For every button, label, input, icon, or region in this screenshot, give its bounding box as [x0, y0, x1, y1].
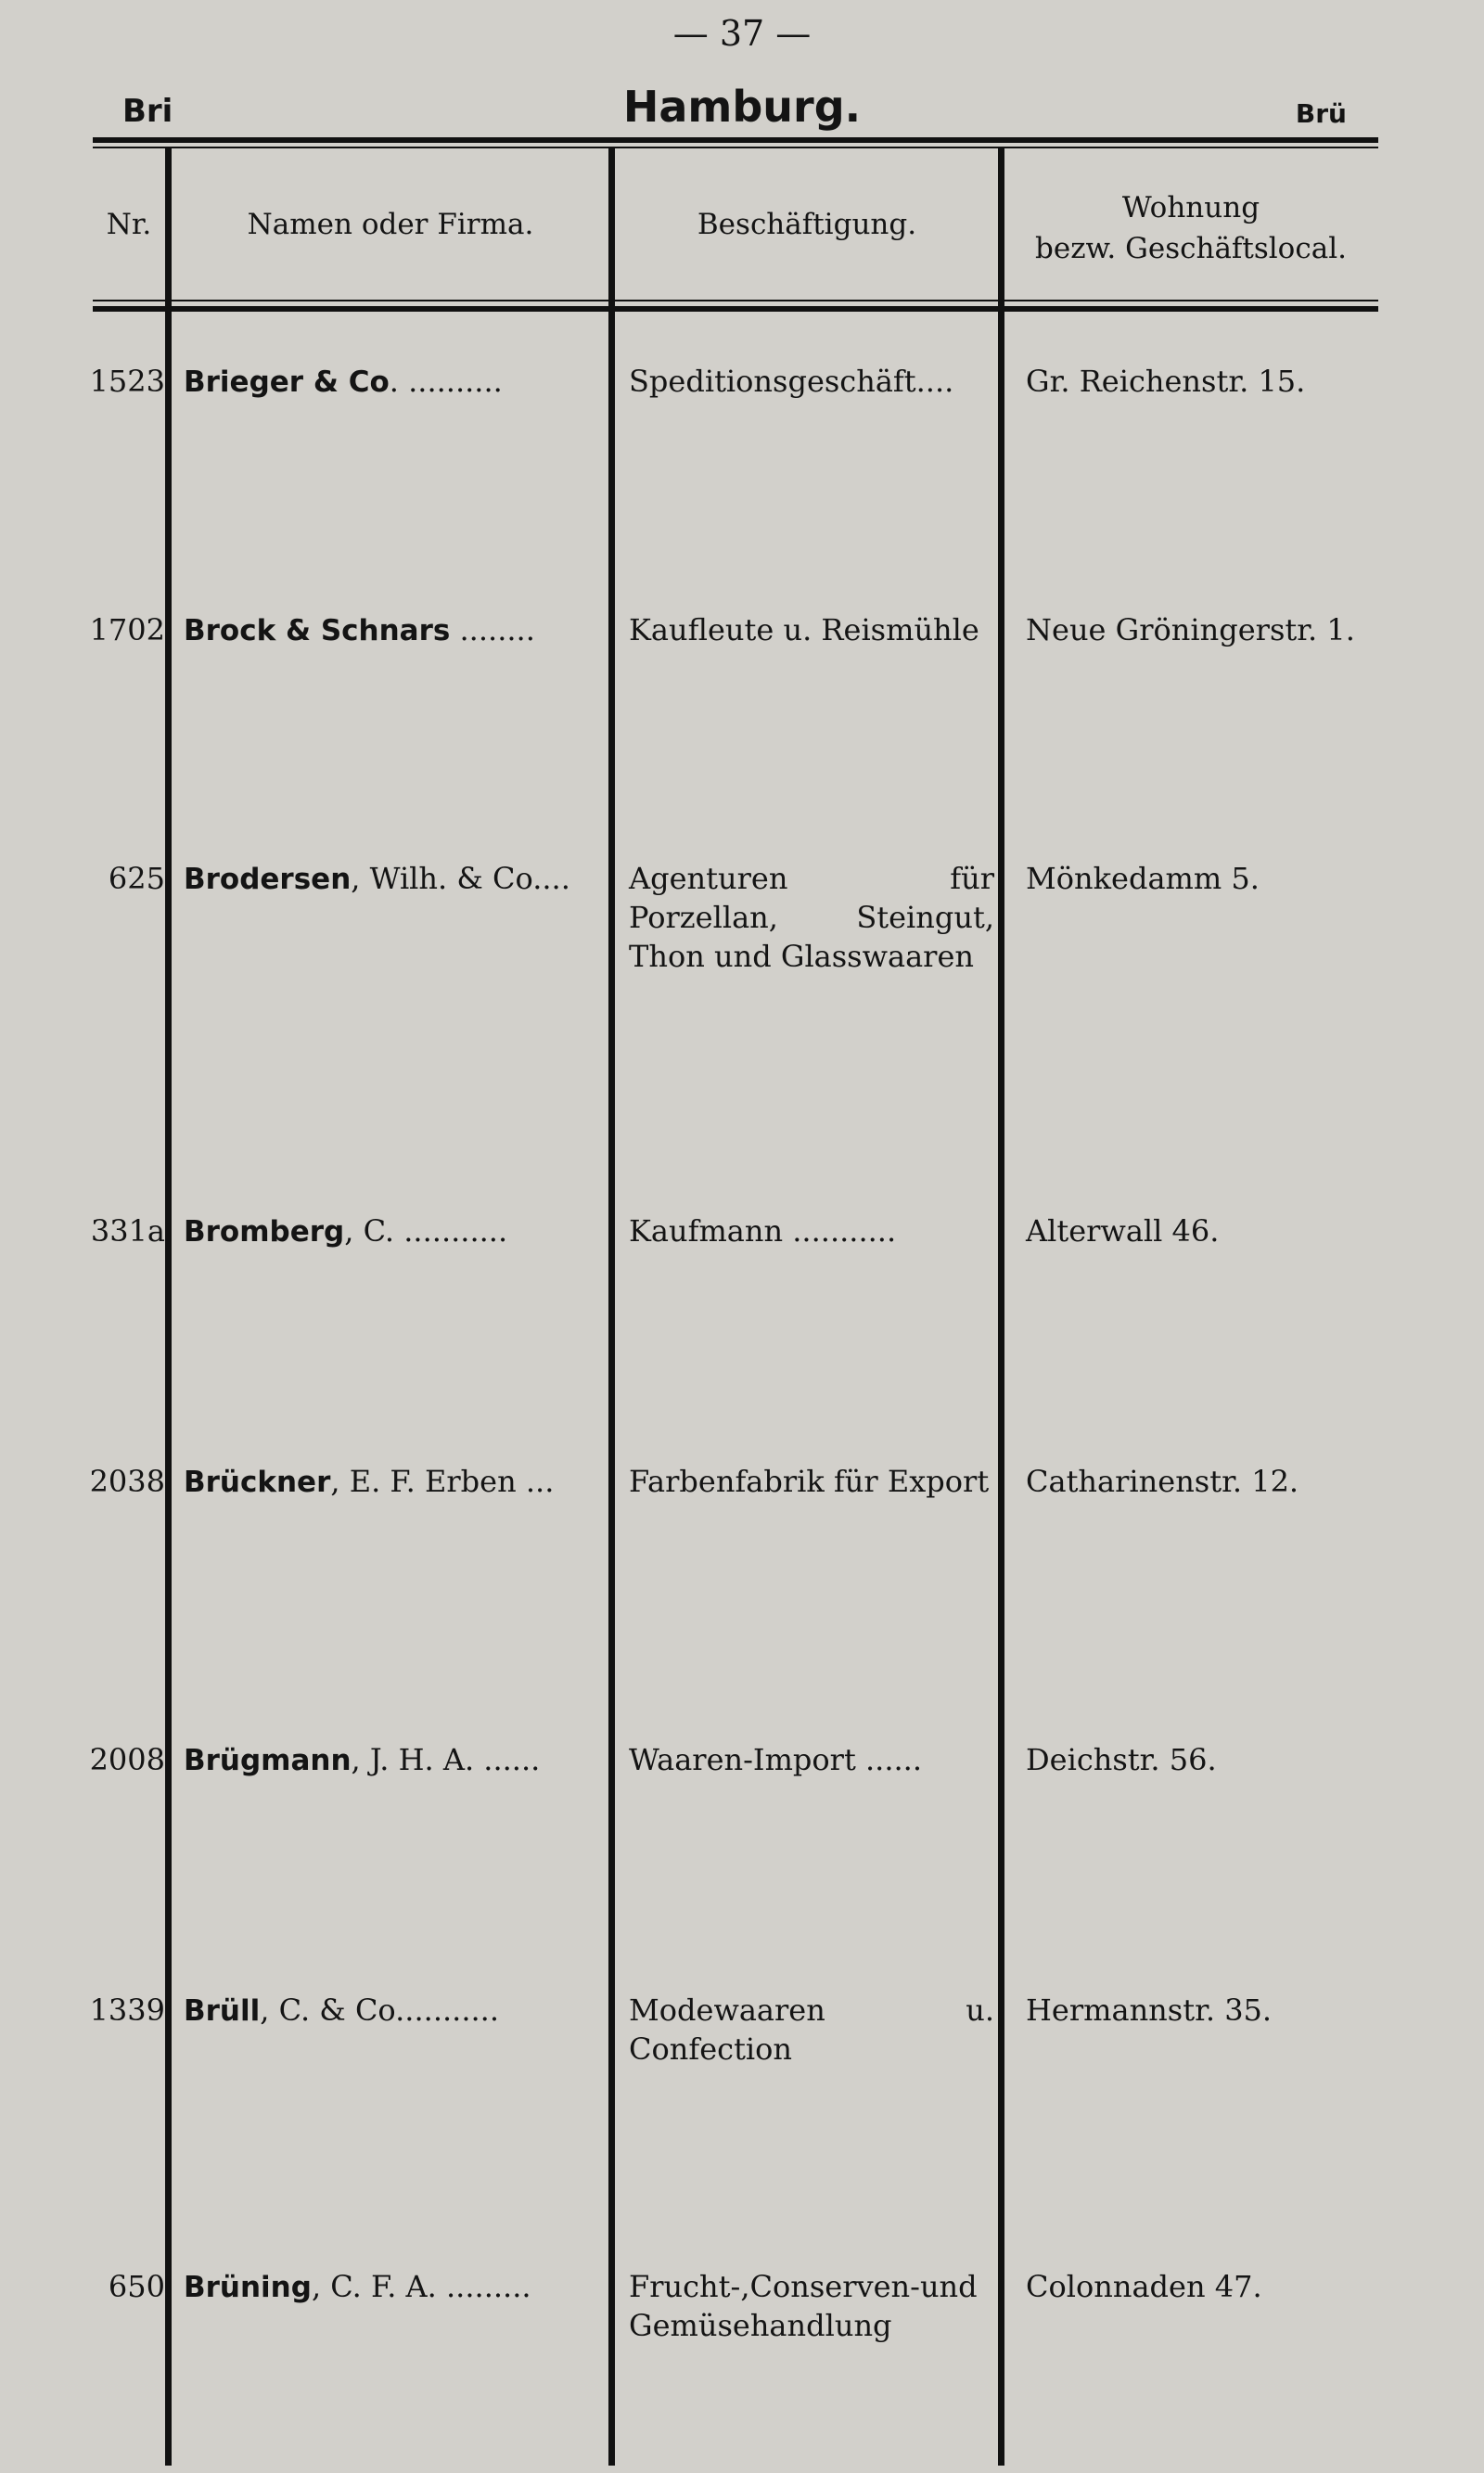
entry-name [184, 362, 599, 402]
entry-address: Deichstr. 56. [1026, 1742, 1217, 1777]
entry-occupation: Agenturen für Porzellan, Steingut, Thon und Glasswaaren [629, 861, 994, 974]
entry-name-rest: , C. F. A. ......... [311, 2269, 531, 2304]
entry-number: 650 [108, 2269, 165, 2304]
entry-name-bold: Brock & Schnars [184, 614, 451, 647]
entry-name [184, 859, 599, 899]
page-title: Hamburg. [622, 82, 862, 132]
column-head-addr-line1: Wohnung [1121, 191, 1260, 224]
column-head-rule [93, 306, 1378, 312]
header-right-catchword: Brü [1295, 98, 1347, 129]
entry-name-bold: Brügmann [184, 1744, 352, 1777]
entry-name [184, 1740, 599, 1780]
entry-number: 1523 [89, 364, 165, 399]
column-head-name: Namen oder Firma. [247, 208, 534, 241]
entry-name-bold: Brieger & Co [184, 365, 390, 399]
entry-address: Colonnaden 47. [1026, 2269, 1262, 2304]
header-top-rule-thin [93, 147, 1378, 148]
entry-occupation: Farbenfabrik für Export [629, 1464, 990, 1499]
column-divider-2 [608, 147, 615, 2466]
entry-name-bold: Brüll [184, 1994, 261, 2028]
entry-address: Alterwall 46. [1026, 1213, 1220, 1249]
header-top-rule [93, 137, 1378, 143]
entry-name-bold: Brodersen [184, 863, 352, 896]
entry-name-rest: , C. & Co........... [260, 1992, 500, 2028]
entry-name [184, 1211, 599, 1251]
entry-name-rest: , Wilh. & Co.... [351, 861, 570, 896]
column-head-nr: Nr. [106, 208, 152, 241]
column-head-addr-line2: bezw. Geschäftslocal. [1035, 232, 1347, 265]
entry-address: Gr. Reichenstr. 15. [1026, 364, 1306, 399]
header-left-catchword: Bri [122, 93, 173, 130]
entry-address: Neue Gröningerstr. 1. [1026, 612, 1355, 647]
entry-number: 1702 [89, 612, 165, 647]
entry-name-rest: ........ [450, 612, 535, 647]
entry-address: Mönkedamm 5. [1026, 861, 1260, 896]
entry-name [184, 610, 599, 650]
entry-number: 331a [90, 1213, 165, 1249]
entry-name-rest: , E. F. Erben ... [330, 1464, 555, 1499]
entry-address: Hermannstr. 35. [1026, 1992, 1273, 2028]
column-head-job: Beschäftigung. [697, 208, 917, 241]
entry-name-bold: Brückner [184, 1466, 331, 1499]
entry-occupation: Waaren‑Import ...... [629, 1742, 923, 1777]
entry-occupation: Speditionsgeschäft.... [629, 364, 954, 399]
entry-name-rest: , J. H. A. ...... [351, 1742, 541, 1777]
entry-name [184, 1462, 599, 1502]
entry-name [184, 1991, 599, 2031]
column-divider-1 [165, 147, 172, 2466]
entry-name-bold: Bromberg [184, 1215, 345, 1249]
entry-number: 1339 [89, 1992, 165, 2028]
entry-name-bold: Brüning [184, 2271, 312, 2304]
entry-occupation: Kaufmann ........... [629, 1213, 897, 1249]
entry-number: 2008 [89, 1742, 165, 1777]
entry-address: Catharinenstr. 12. [1026, 1464, 1299, 1499]
entry-number: 625 [108, 861, 165, 896]
entry-occupation: Frucht-,Conserven-und Gemüsehandlung [629, 2269, 978, 2343]
entry-name-rest: . .......... [389, 364, 503, 399]
page-number: — 37 — [672, 13, 812, 54]
entry-number: 2038 [89, 1464, 165, 1499]
entry-occupation: Kaufleute u. Reismühle [629, 612, 979, 647]
entry-occupation: Modewaaren u. Confection [629, 1992, 994, 2067]
entry-name [184, 2267, 599, 2307]
entry-name-rest: , C. ........... [344, 1213, 508, 1249]
column-divider-3 [998, 147, 1004, 2466]
column-head-rule-thin [93, 300, 1378, 301]
